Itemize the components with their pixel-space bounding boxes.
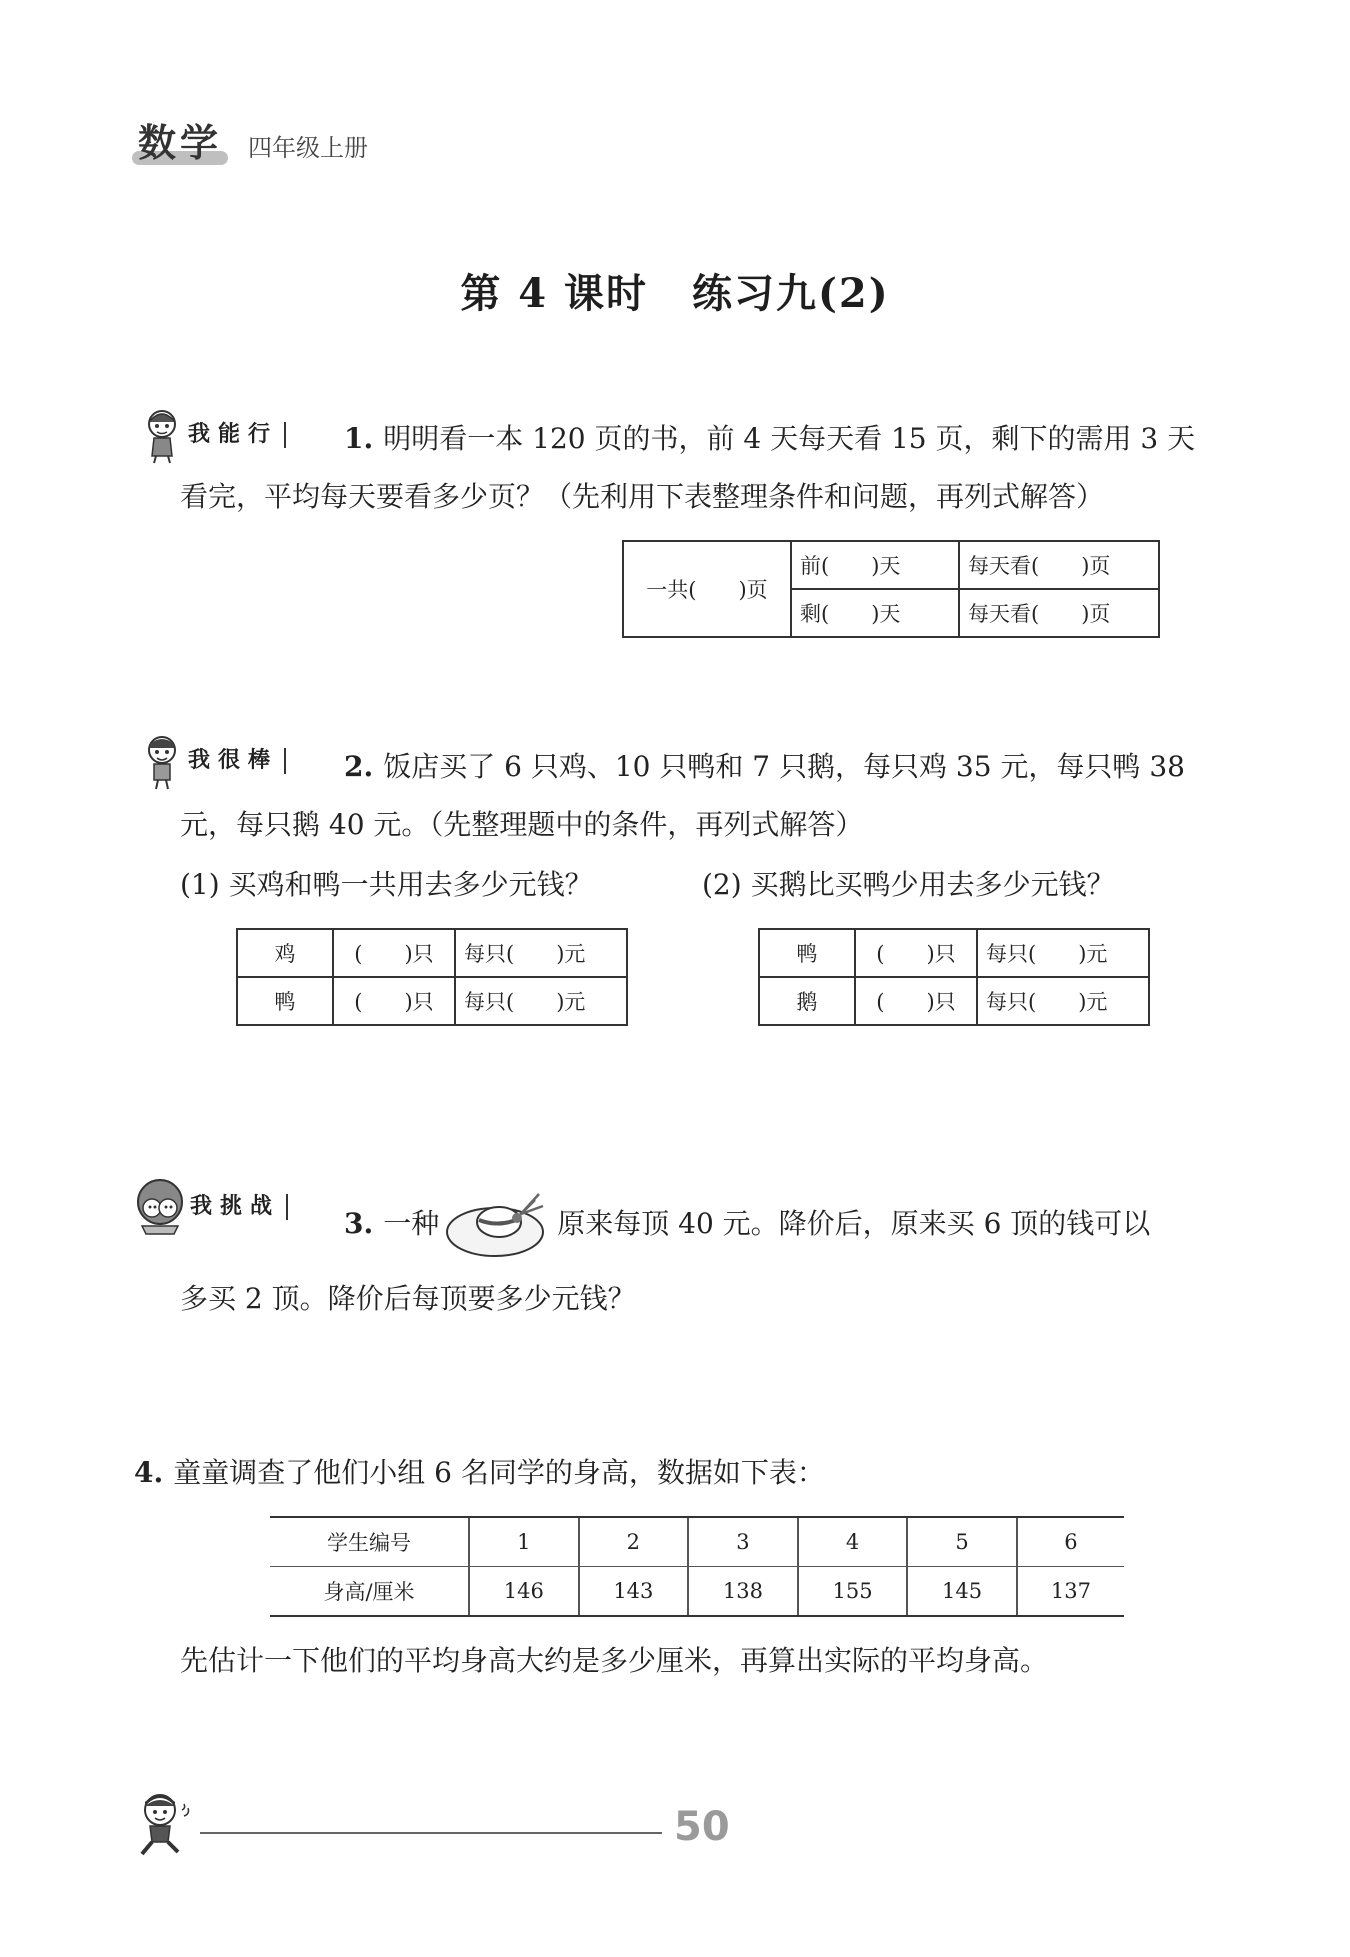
q2-line1 (344, 738, 1185, 796)
q1-line1 (344, 410, 1195, 468)
count-cell: ( )只 (855, 929, 977, 977)
q2-table-chicken-duck (236, 928, 628, 1026)
badge-q2 (140, 732, 286, 790)
q4-line1 (134, 1444, 825, 1502)
height-cell: 143 (579, 1567, 689, 1617)
q2-sub2: (2) 买鹅比买鸭少用去多少元钱？ (702, 868, 1115, 901)
table-row (759, 929, 1149, 977)
q1-number: 1. (344, 422, 374, 455)
q1-r1c2: 每天看( )页 (959, 541, 1159, 589)
q1-r2c2: 每天看( )页 (959, 589, 1159, 637)
q2-text-1: 饭店买了 6 只鸡、10 只鸭和 7 只鹅，每只鸡 35 元，每只鸭 38 (383, 750, 1185, 783)
running-boy-icon (132, 1790, 196, 1860)
height-cell: 145 (907, 1567, 1017, 1617)
header-cell: 4 (798, 1517, 908, 1567)
lesson-number: 第 4 课时 (460, 270, 648, 317)
count-cell: ( )只 (855, 977, 977, 1025)
q2-number: 2. (344, 750, 374, 783)
lesson-title (0, 262, 1350, 319)
animal-cell: 鸭 (237, 977, 333, 1025)
q3-line2: 多买 2 顶。降价后每顶要多少元钱？ (180, 1282, 636, 1315)
girl-mascot-icon (140, 406, 184, 464)
q4-number: 4. (134, 1456, 164, 1489)
q3-text-pre: 一种 (383, 1207, 440, 1240)
q1-line2: 看完，平均每天要看多少页？（先利用下表整理条件和问题，再列式解答） (180, 480, 1105, 513)
q4-line2: 先估计一下他们的平均身高大约是多少厘米，再算出实际的平均身高。 (180, 1644, 1049, 1677)
footer-rule (200, 1832, 662, 1834)
page-number: 50 (674, 1804, 730, 1850)
price-cell: 每只( )元 (455, 977, 627, 1025)
count-cell: ( )只 (333, 929, 455, 977)
price-cell: 每只( )元 (455, 929, 627, 977)
badge-label-q3: 我挑战 (190, 1194, 288, 1220)
q3-number: 3. (344, 1207, 374, 1240)
q2-sub1: (1) 买鸡和鸭一共用去多少元钱？ (180, 868, 593, 901)
q1-r2c1: 剩( )天 (791, 589, 959, 637)
q4-text-1: 童童调查了他们小组 6 名同学的身高，数据如下表： (173, 1456, 825, 1489)
q1-table (622, 540, 1160, 638)
header-cell: 5 (907, 1517, 1017, 1567)
header-cell: 3 (688, 1517, 798, 1567)
lesson-name: 练习九(2) (692, 270, 890, 317)
table-row (237, 977, 627, 1025)
q1-total-cell: 一共( )页 (623, 541, 791, 637)
q1-r1c1: 前( )天 (791, 541, 959, 589)
q1-text-1: 明明看一本 120 页的书，前 4 天每天看 15 页，剩下的需用 3 天 (383, 422, 1196, 455)
table-row (270, 1567, 1124, 1617)
height-cell: 137 (1017, 1567, 1124, 1617)
q2-line2: 元，每只鹅 40 元。（先整理题中的条件，再列式解答） (180, 808, 864, 841)
boy-mascot-icon (140, 732, 184, 790)
height-cell: 138 (688, 1567, 798, 1617)
table-row (759, 977, 1149, 1025)
kids-mascot-icon (134, 1178, 186, 1236)
height-cell: 146 (469, 1567, 579, 1617)
header-cell: 2 (579, 1517, 689, 1567)
price-cell: 每只( )元 (977, 977, 1149, 1025)
height-table (270, 1516, 1124, 1617)
header-cell: 1 (469, 1517, 579, 1567)
q3-line1 (344, 1188, 1150, 1260)
row-label-cell: 身高/厘米 (270, 1567, 469, 1617)
table-row (237, 929, 627, 977)
subject-title: 数学 (132, 112, 228, 167)
badge-q1 (140, 406, 286, 464)
header-cell: 6 (1017, 1517, 1124, 1567)
book-header (132, 112, 368, 167)
hat-icon (443, 1188, 553, 1260)
price-cell: 每只( )元 (977, 929, 1149, 977)
badge-label-q1: 我能行 (188, 422, 286, 448)
count-cell: ( )只 (333, 977, 455, 1025)
height-cell: 155 (798, 1567, 908, 1617)
badge-q3 (134, 1178, 288, 1236)
animal-cell: 鸭 (759, 929, 855, 977)
animal-cell: 鹅 (759, 977, 855, 1025)
q2-table-duck-goose (758, 928, 1150, 1026)
header-cell: 学生编号 (270, 1517, 469, 1567)
grade-label: 四年级上册 (248, 134, 369, 162)
table-header-row (270, 1517, 1124, 1567)
q3-text-post: 原来每顶 40 元。降价后，原来买 6 顶的钱可以 (557, 1207, 1151, 1240)
badge-label-q2: 我很棒 (188, 748, 286, 774)
animal-cell: 鸡 (237, 929, 333, 977)
